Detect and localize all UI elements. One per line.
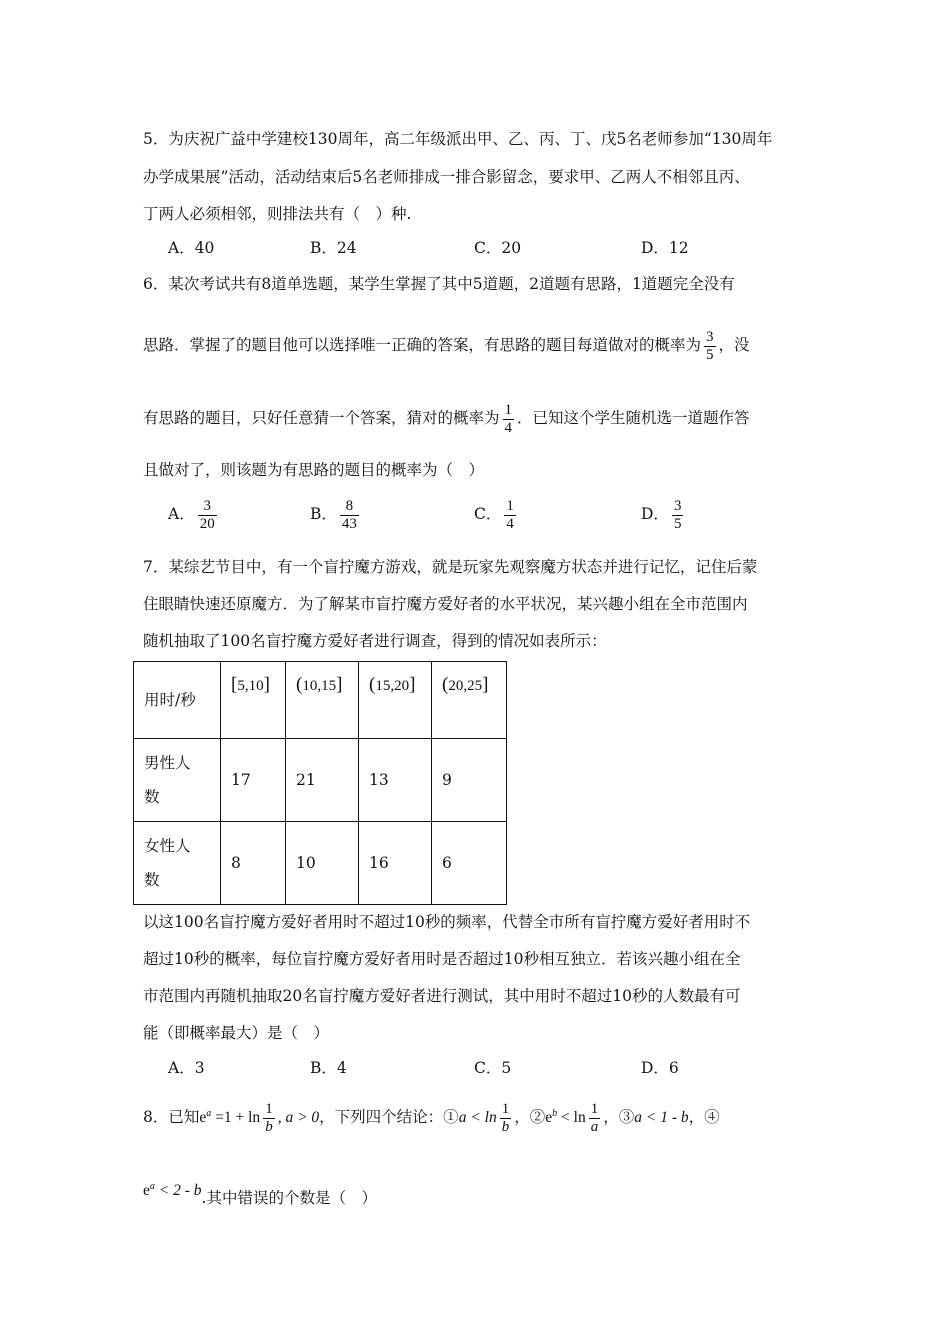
conclusion-1-marker: ① <box>443 1108 459 1127</box>
table-cell: 6 <box>432 822 507 905</box>
conclusion-2: < ln <box>557 1109 586 1127</box>
fraction-one-over-a <box>589 1101 601 1136</box>
option-label: A． <box>168 505 195 523</box>
frac-denominator: a <box>590 1118 599 1135</box>
data-table <box>133 661 507 905</box>
exponent: a <box>149 1181 155 1192</box>
frac-denominator: b <box>501 1118 510 1135</box>
option-fraction <box>198 498 217 533</box>
table-interval <box>432 662 507 739</box>
euler-e: e <box>199 1109 207 1127</box>
interval-bounds: 15,20 <box>375 678 410 694</box>
fraction-one-over-b <box>500 1101 512 1136</box>
q7-line-4: 以这100名盲拧魔方爱好者用时不超过10秒的频率，代替全市所有盲拧魔方爱好者用时不 <box>143 913 751 931</box>
frac-numerator: 1 <box>501 1100 510 1117</box>
q6-line-1: 6．某次考试共有8道单选题，某学生掌握了其中5道题，2道题有思路，1道题完全没有 <box>143 275 735 293</box>
separator: ， <box>688 1108 705 1127</box>
frac-numerator: 1 <box>265 1101 273 1118</box>
frac-numerator: 8 <box>345 497 354 514</box>
frac-denominator: 5 <box>706 346 714 363</box>
conclusion-4-marker: ④ <box>704 1108 720 1127</box>
q8-mid: ，下列四个结论： <box>319 1108 444 1127</box>
q8-tail: .其中错误的个数是（ ） <box>201 1189 377 1208</box>
q6-line-2-tail: ，没 <box>718 336 750 354</box>
euler-e: e <box>545 1109 553 1127</box>
bracket-close: ] <box>482 674 489 695</box>
table-cell: 10 <box>286 822 359 905</box>
q5-line-3: 丁两人必须相邻，则排法共有（ ）种. <box>143 205 412 223</box>
conclusion-3: a < 1 - b <box>634 1109 689 1127</box>
condition-eq: =1 + ln <box>211 1109 261 1127</box>
frac-denominator: 43 <box>341 515 357 532</box>
q6-line-4: 且做对了，则该题为有思路的题目的概率为（ ） <box>143 461 485 479</box>
table-cell: 16 <box>359 822 432 905</box>
option-label: B． <box>310 505 337 523</box>
table-header-row <box>134 662 507 739</box>
q6-line-2-text: 思路．掌握了的题目他可以选择唯一正确的答案，有思路的题目每道做对的概率为 <box>143 336 702 354</box>
frac-denominator: 20 <box>199 515 215 532</box>
table-cell: 8 <box>221 822 286 905</box>
q5-option-a: A．40 <box>168 239 215 257</box>
separator: ， <box>514 1108 530 1127</box>
q6-fraction-one-quarter <box>503 402 515 437</box>
q6-fraction-three-fifths <box>704 329 716 364</box>
q6-option-c <box>474 494 519 534</box>
bracket-close: ] <box>263 674 270 695</box>
option-label: D． <box>641 505 669 523</box>
table-interval <box>286 662 359 739</box>
q8-condition <box>199 1101 320 1136</box>
row-label-line: 数 <box>144 788 160 806</box>
q6-line-2 <box>143 325 750 365</box>
frac-denominator: b <box>265 1119 273 1136</box>
interval-bounds: 5,10 <box>237 678 264 694</box>
option-label: C． <box>474 505 502 523</box>
q6-option-b <box>310 494 362 534</box>
row-label <box>134 739 221 822</box>
conclusion-2-marker: ② <box>529 1108 546 1127</box>
q5-line-2: 办学成果展”活动，活动结束后5名老师排成一排合影留念，要求甲、乙两人不相邻且丙、 <box>143 168 750 186</box>
q6-line-3-tail: ．已知这个学生随机选一道题作答 <box>517 409 750 427</box>
q7-line-2: 住眼睛快速还原魔方．为了解某市盲拧魔方爱好者的水平状况，某兴趣小组在全市范围内 <box>143 595 748 613</box>
frac-denominator: 4 <box>504 419 513 436</box>
frac-numerator: 3 <box>706 328 714 345</box>
frac-denominator: 5 <box>673 515 682 532</box>
table-interval <box>359 662 432 739</box>
q5-line-1: 5．为庆祝广益中学建校130周年，高二年级派出甲、乙、丙、丁、戊5名老师参加“130周年 <box>143 130 773 148</box>
option-fraction <box>340 498 359 533</box>
q7-option-a: A．3 <box>168 1059 205 1077</box>
exponent: b <box>552 1108 558 1119</box>
frac-numerator: 3 <box>203 497 211 514</box>
row-label-line: 男性人 <box>144 754 191 772</box>
q6-option-a <box>168 494 220 534</box>
bracket-open: ( <box>442 674 449 695</box>
table-cell: 9 <box>432 739 507 822</box>
q6-option-d <box>641 494 686 534</box>
frac-numerator: 1 <box>504 401 513 418</box>
table-interval <box>221 662 286 739</box>
table-row <box>134 822 507 905</box>
option-fraction <box>504 498 516 533</box>
euler-e: e <box>143 1182 150 1200</box>
q8-prefix: 8．已知 <box>143 1108 200 1127</box>
q5-option-d: D．12 <box>641 239 689 257</box>
table-cell: 21 <box>286 739 359 822</box>
q7-option-c: C．5 <box>474 1059 512 1077</box>
q7-line-3: 随机抽取了100名盲拧魔方爱好者进行调查，得到的情况如表所示： <box>143 632 607 650</box>
bracket-open: [ <box>231 674 238 695</box>
frac-numerator: 3 <box>673 497 682 514</box>
table-cell: 13 <box>359 739 432 822</box>
option-fraction <box>672 498 684 533</box>
table-header-label: 用时/秒 <box>134 662 221 739</box>
conclusion-1: a < ln <box>458 1109 497 1127</box>
q6-line-3 <box>143 398 750 438</box>
q7-line-1: 7．某综艺节目中，有一个盲拧魔方游戏，就是玩家先观察魔方状态并进行记忆，记住后蒙 <box>143 558 758 576</box>
q7-line-7: 能（即概率最大）是（ ） <box>143 1024 330 1042</box>
row-label <box>134 822 221 905</box>
row-label-line: 数 <box>144 871 160 889</box>
separator: ， <box>603 1108 619 1127</box>
q8-line-1 <box>143 1094 720 1138</box>
q7-line-5: 超过10秒的概率，每位盲拧魔方爱好者用时是否超过10秒相互独立．若该兴趣小组在全 <box>143 950 741 968</box>
q8-line-2 <box>143 1172 377 1206</box>
exponent: a <box>206 1108 212 1119</box>
bracket-close: ] <box>336 674 343 695</box>
frac-denominator: 4 <box>506 515 514 532</box>
table-row <box>134 739 507 822</box>
q6-line-3-text: 有思路的题目，只好任意猜一个答案，猜对的概率为 <box>143 409 500 427</box>
conclusion-3-marker: ③ <box>618 1108 635 1127</box>
condition-tail: , a > 0 <box>277 1109 320 1127</box>
interval-bounds: 20,25 <box>448 678 483 694</box>
table-cell: 17 <box>221 739 286 822</box>
frac-numerator: 1 <box>506 497 514 514</box>
q7-line-6: 市范围内再随机抽取20名盲拧魔方爱好者进行测试，其中用时不超过10秒的人数最有可 <box>143 987 741 1005</box>
bracket-close: ] <box>409 674 416 695</box>
q5-option-c: C．20 <box>474 239 522 257</box>
fraction-one-over-b <box>263 1101 275 1136</box>
row-label-line: 女性人 <box>144 837 191 855</box>
bracket-open: ( <box>296 674 303 695</box>
q7-option-b: B．4 <box>310 1059 347 1077</box>
q7-option-d: D．6 <box>641 1059 679 1077</box>
bracket-open: ( <box>369 674 376 695</box>
q5-option-b: B．24 <box>310 239 357 257</box>
frac-numerator: 1 <box>590 1100 599 1117</box>
interval-bounds: 10,15 <box>302 678 337 694</box>
conclusion-4: < 2 - b <box>154 1182 202 1200</box>
